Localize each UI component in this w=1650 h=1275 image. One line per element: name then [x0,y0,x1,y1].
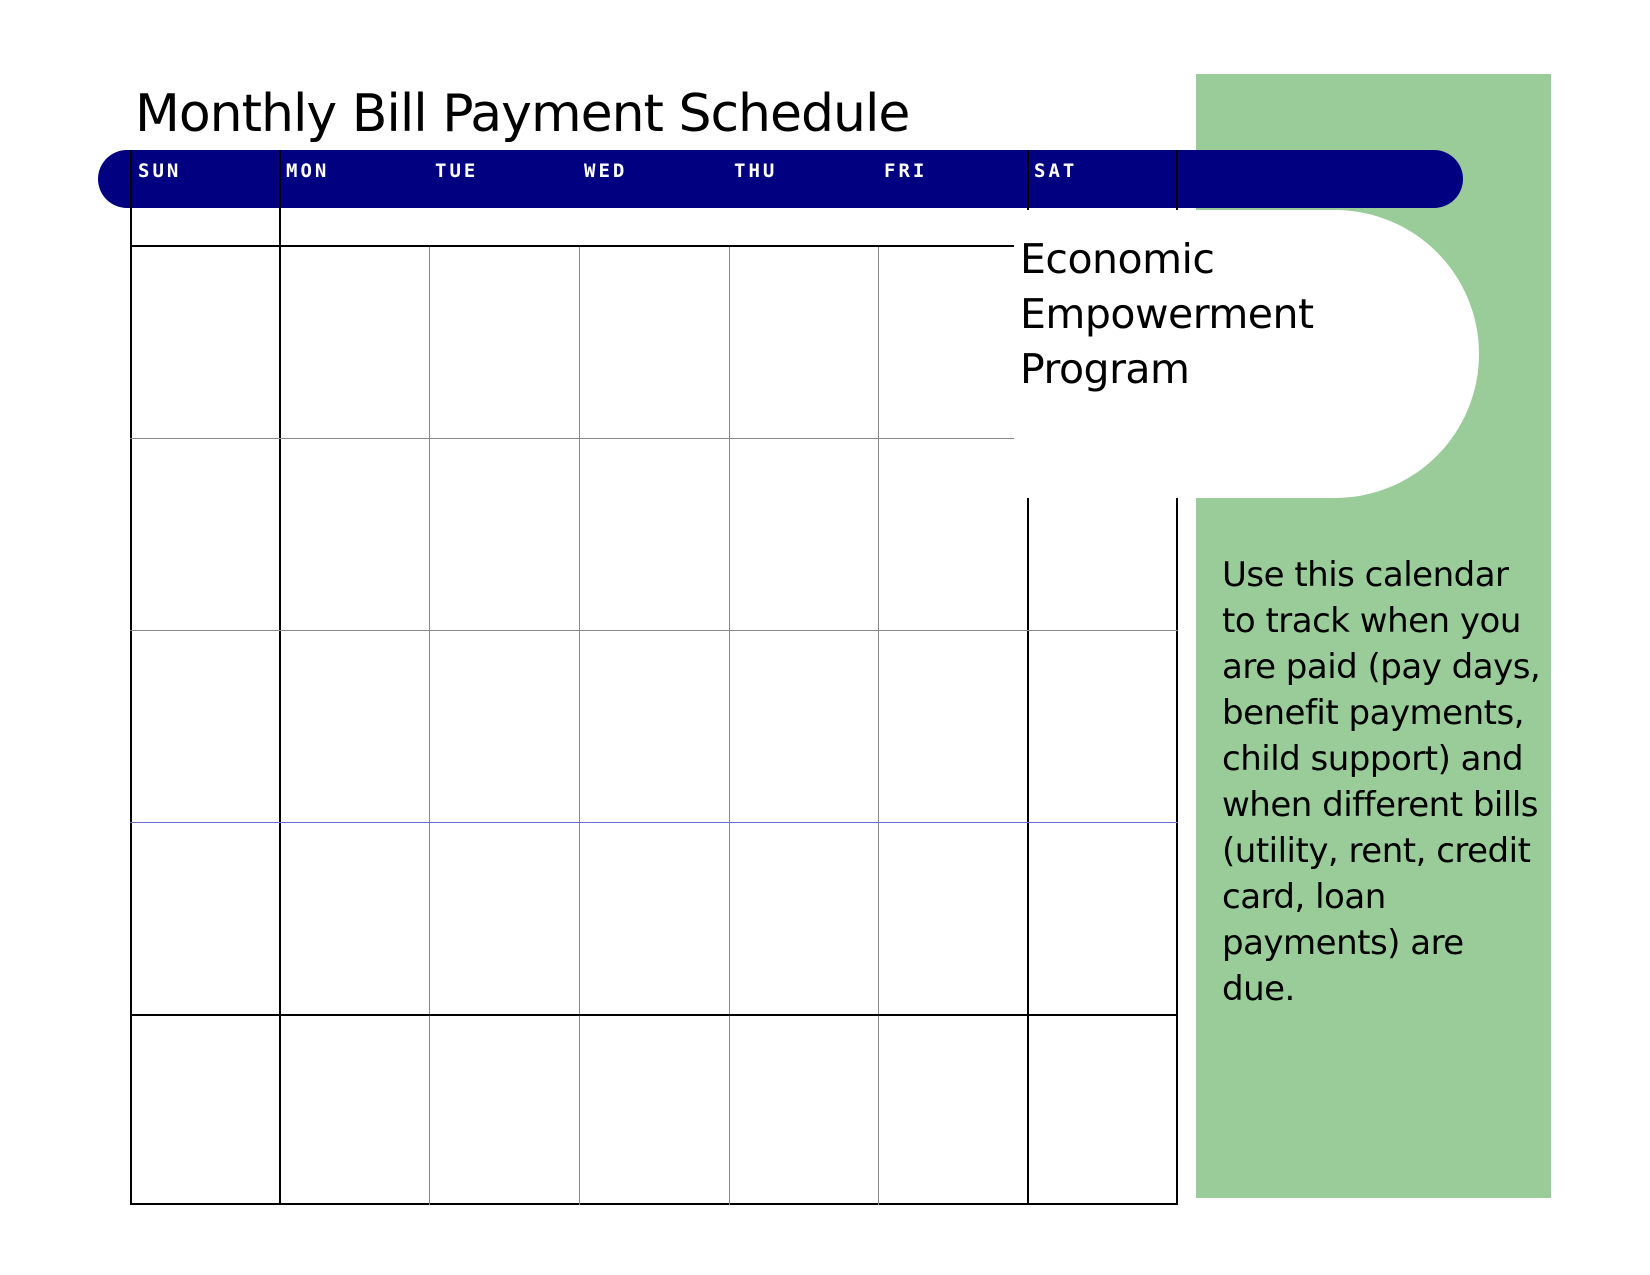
grid-line [279,208,281,1205]
grid-border-bottom [130,1203,1178,1205]
program-name [1020,232,1314,397]
program-name-line: Empowerment [1020,290,1314,338]
weekday-label-tue: TUE [435,160,479,182]
program-name-line: Economic [1020,235,1215,283]
grid-line [130,1014,1178,1016]
weekday-label-mon: MON [286,160,330,182]
grid-line [429,246,430,1205]
program-name-line: Program [1020,345,1190,393]
weekday-label-sun: SUN [138,160,182,182]
weekday-label-wed: WED [584,160,628,182]
grid-border-left [130,208,132,1205]
grid-border-right [1176,472,1178,1205]
instructions-text: Use this calendar to track when you are paid (pay days, benefit payments, child support) and when different bills (utility, rent, credit card, loan payments) are due. [1222,555,1541,1009]
weekday-label-fri: FRI [884,160,928,182]
grid-line [130,438,1018,439]
grid-line [130,630,1178,631]
weekday-label-thu: THU [734,160,778,182]
grid-line [1027,472,1029,1205]
weekday-label-sat: SAT [1034,160,1078,182]
grid-line [130,245,1018,247]
grid-line [878,246,879,1205]
page-title: Monthly Bill Payment Schedule [135,84,910,144]
grid-line [729,246,730,1205]
grid-line [130,822,1178,823]
grid-line [579,246,580,1205]
